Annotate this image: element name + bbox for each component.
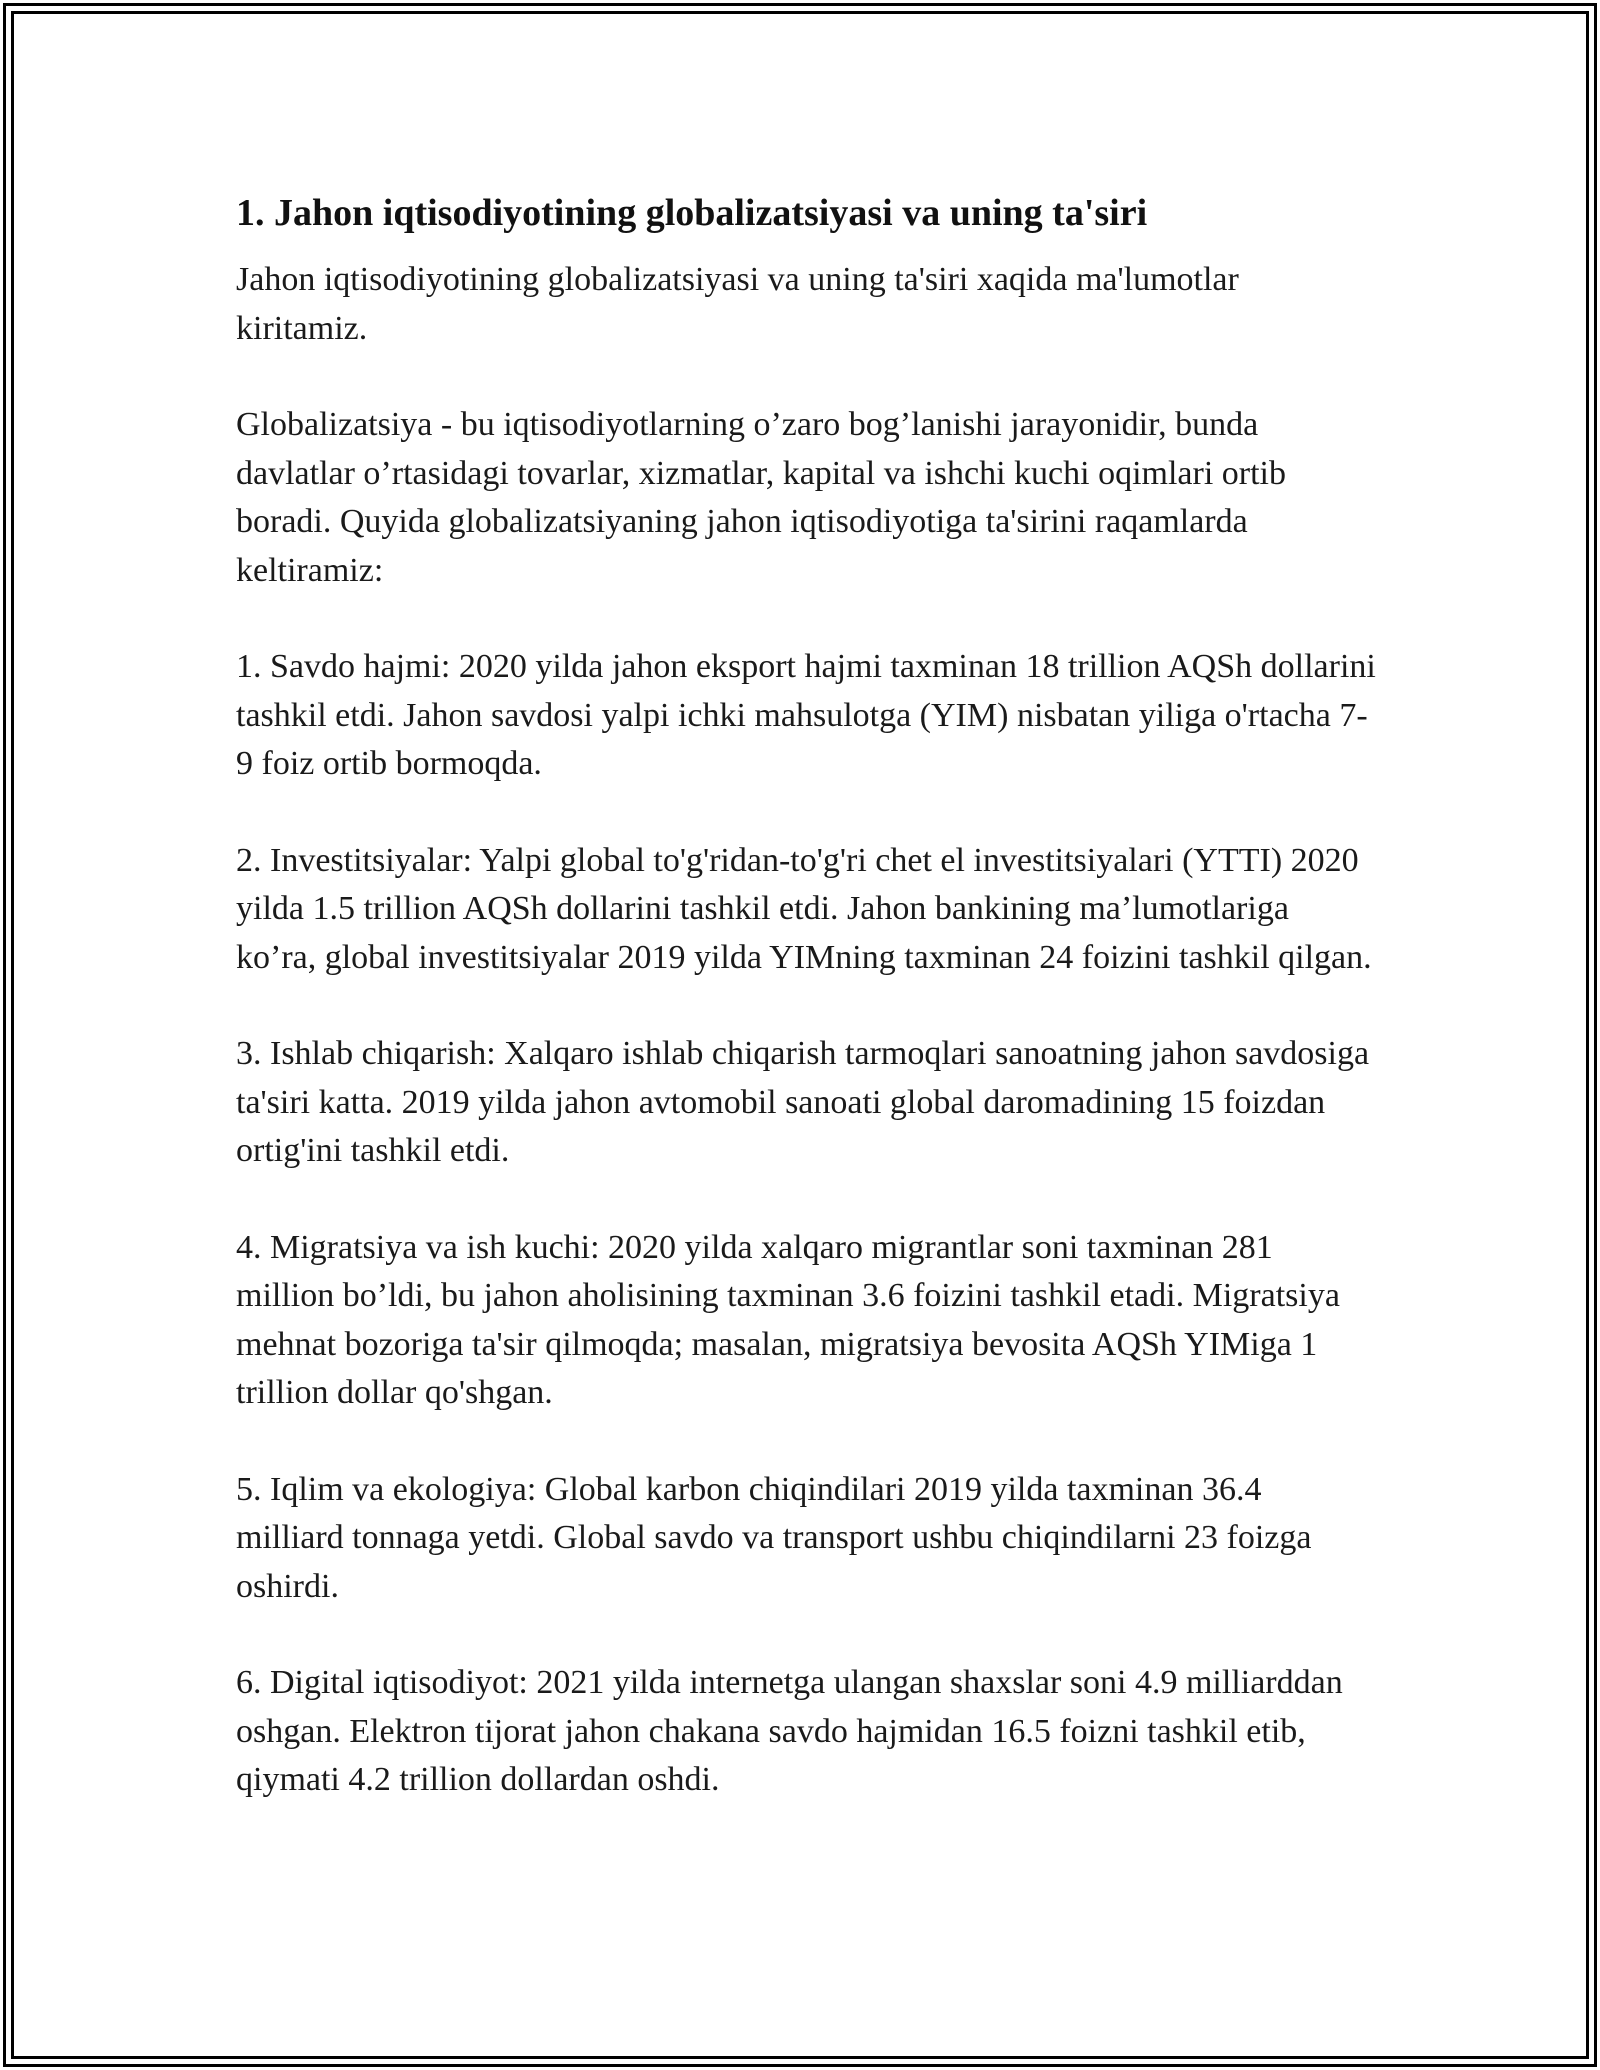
list-item-production: 3. Ishlab chiqarish: Xalqaro ishlab chiqarish tarmoqlari sanoatning jahon savdosiga ta'siri katta. 2019 yilda jahon avtomobil sanoati global daromadining 15 foizdan ortig'ini tashkil etdi.: [236, 1035, 1370, 1169]
intro-paragraph: Jahon iqtisodiyotining globalizatsiyasi va uning ta'siri xaqida ma'lumotlar kiritamiz.: [236, 261, 1239, 347]
list-item-digital-economy: 6. Digital iqtisodiyot: 2021 yilda internetga ulangan shaxslar soni 4.9 milliarddan oshgan. Elektron tijorat jahon chakana savdo hajmidan 16.5 foizni tashkil etib, qiymati 4.2 trillion dollardan oshdi.: [236, 1664, 1343, 1798]
list-item-investments: 2. Investitsiyalar: Yalpi global to'g'ridan-to'g'ri chet el investitsiyalari (YTTI) 2020 yilda 1.5 trillion AQSh dollarini tashkil etdi. Jahon bankining ma’lumotlariga ko’ra, global investitsiyalar 2019 yilda YIMning taxminan 24 foizini tashkil qilgan.: [236, 841, 1372, 976]
list-item-climate: 5. Iqlim va ekologiya: Global karbon chiqindilari 2019 yilda taxminan 36.4 milliard tonnaga yetdi. Global savdo va transport ushbu chiqindilarni 23 foizga oshirdi.: [236, 1470, 1312, 1605]
list-item-trade-volume: 1. Savdo hajmi: 2020 yilda jahon eksport hajmi taxminan 18 trillion AQSh dollarini tashkil etdi. Jahon savdosi yalpi ichki mahsulotga (YIM) nisbatan yiliga o'rtacha 7-9 foiz ortib bormoqda.: [236, 648, 1376, 782]
definition-paragraph: Globalizatsiya - bu iqtisodiyotlarning o’zaro bog’lanishi jarayonidir, bunda davlatlar o’rtasidagi tovarlar, xizmatlar, kapital va ishchi kuchi oqimlari ortib boradi. Quyida globalizatsiyaning jahon iqtisodiyotiga ta'sirini raqamlarda keltiramiz:: [236, 406, 1286, 589]
document-title: 1. Jahon iqtisodiyotining globalizatsiyasi va uning ta'siri: [236, 192, 1148, 234]
list-item-migration: 4. Migratsiya va ish kuchi: 2020 yilda xalqaro migrantlar soni taxminan 281 million bo’ldi, bu jahon aholisining taxminan 3.6 foizini tashkil etadi. Migratsiya mehnat bozoriga ta'sir qilmoqda; masalan, migratsiya bevosita AQSh YIMiga 1 trillion dollar qo'shgan.: [236, 1228, 1340, 1411]
document-body: [236, 188, 1376, 1853]
